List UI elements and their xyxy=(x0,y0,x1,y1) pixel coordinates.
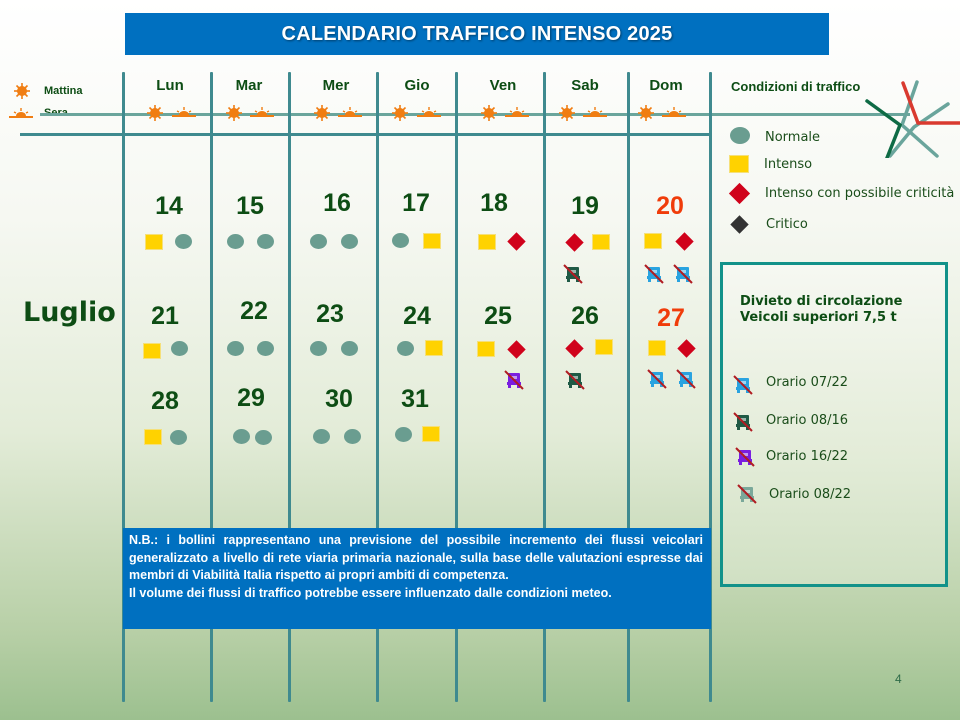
conditions-legend-title: Condizioni di traffico xyxy=(731,79,861,94)
intense-square-icon xyxy=(144,429,162,445)
day-number: 16 xyxy=(323,189,351,217)
intense-square-icon xyxy=(478,234,496,250)
day-number: 17 xyxy=(402,189,430,217)
intense-square-icon xyxy=(644,233,662,249)
normal-circle-icon xyxy=(730,127,750,144)
intense-square-icon xyxy=(595,339,613,355)
normal-circle-icon xyxy=(397,341,414,356)
truck-ban-1622-icon xyxy=(735,447,755,467)
truck-ban-0816-icon xyxy=(565,370,585,390)
intense-square-icon xyxy=(729,155,749,173)
truck-ban-0722-icon xyxy=(647,369,667,389)
intense-critical-diamond-icon xyxy=(565,339,583,357)
sunset-evening-icon xyxy=(504,102,530,120)
intense-square-icon xyxy=(422,426,440,442)
weekday-header-gio: Gio xyxy=(404,77,430,94)
sun-morning-icon xyxy=(309,104,335,122)
normal-circle-icon xyxy=(170,430,187,445)
weekday-header-mar: Mar xyxy=(235,77,263,94)
sun-morning-icon xyxy=(387,104,413,122)
ban-title-line1: Divieto di circolazione xyxy=(740,294,903,309)
intense-square-icon xyxy=(477,341,495,357)
intense-critical-diamond-icon xyxy=(677,339,695,357)
weekday-header-sab: Sab xyxy=(571,77,599,94)
day-number: 15 xyxy=(236,192,264,220)
ban-label-0816: Orario 08/16 xyxy=(766,413,849,428)
sunset-evening-icon xyxy=(8,103,34,121)
truck-ban-0816-icon xyxy=(563,264,583,284)
normal-circle-icon xyxy=(233,429,250,444)
sunset-evening-icon xyxy=(337,102,363,120)
day-number: 25 xyxy=(484,302,512,330)
normal-circle-icon xyxy=(310,234,327,249)
normal-circle-icon xyxy=(313,429,330,444)
intense-critical-diamond-icon xyxy=(507,340,525,358)
normal-circle-icon xyxy=(310,341,327,356)
normal-circle-icon xyxy=(341,341,358,356)
truck-ban-0722-icon xyxy=(733,375,753,395)
day-number: 14 xyxy=(155,192,183,220)
critical-diamond-icon xyxy=(730,215,748,233)
ban-label-0822: Orario 08/22 xyxy=(769,487,852,502)
sun-morning-icon xyxy=(554,104,580,122)
normal-circle-icon xyxy=(344,429,361,444)
ban-title-line2: Veicoli superiori 7,5 t xyxy=(740,310,897,325)
day-number: 24 xyxy=(403,302,431,330)
intense-critical-diamond-icon xyxy=(565,233,583,251)
ban-label-0722: Orario 07/22 xyxy=(766,375,849,390)
day-number: 31 xyxy=(401,385,429,413)
intense-square-icon xyxy=(425,340,443,356)
sun-morning-icon xyxy=(633,104,659,122)
morning-label: Mattina xyxy=(44,85,83,97)
sunset-evening-icon xyxy=(171,102,197,120)
normal-circle-icon xyxy=(175,234,192,249)
sun-morning-icon xyxy=(9,82,35,100)
day-number: 26 xyxy=(571,302,599,330)
intense-square-icon xyxy=(592,234,610,250)
day-number: 19 xyxy=(571,192,599,220)
normal-circle-icon xyxy=(171,341,188,356)
intense-square-icon xyxy=(423,233,441,249)
truck-ban-1622-icon xyxy=(504,370,524,390)
sunset-evening-icon xyxy=(582,102,608,120)
note-paragraph-1: N.B.: i bollini rappresentano una previsione del possibile incremento dei flussi veicolari generalizzato a livello di rete viaria primaria nazionale, sulla base delle valutazioni espresse dai membri di Viabilità Italia rispetto ai propri ambiti di competenza. xyxy=(129,533,703,582)
day-number: 28 xyxy=(151,387,179,415)
day-number: 18 xyxy=(480,189,508,217)
truck-ban-0722-icon xyxy=(673,264,693,284)
month-label: Luglio xyxy=(23,297,116,328)
truck-ban-0822-icon xyxy=(737,484,757,504)
normal-circle-icon xyxy=(395,427,412,442)
intense-critical-diamond-icon xyxy=(675,232,693,250)
day-number: 29 xyxy=(237,384,265,412)
page-title: CALENDARIO TRAFFICO INTENSO 2025 xyxy=(125,13,829,55)
legend-label-critico: Critico xyxy=(766,217,808,232)
normal-circle-icon xyxy=(341,234,358,249)
normal-circle-icon xyxy=(257,341,274,356)
sun-morning-icon xyxy=(476,104,502,122)
legend-label-intenso-criticita: Intenso con possibile criticità xyxy=(765,186,955,201)
truck-ban-0722-icon xyxy=(644,264,664,284)
weekday-header-mer: Mer xyxy=(322,77,350,94)
intense-critical-diamond-icon xyxy=(507,232,525,250)
disclaimer-note xyxy=(123,528,711,629)
day-number: 30 xyxy=(325,385,353,413)
day-number-holiday: 27 xyxy=(657,304,685,332)
sun-morning-icon xyxy=(142,104,168,122)
sunset-evening-icon xyxy=(416,102,442,120)
intense-square-icon xyxy=(143,343,161,359)
weekday-header-ven: Ven xyxy=(489,77,517,94)
ban-label-1622: Orario 16/22 xyxy=(766,449,849,464)
truck-ban-0816-icon xyxy=(733,412,753,432)
normal-circle-icon xyxy=(227,234,244,249)
day-number: 23 xyxy=(316,300,344,328)
sunset-evening-icon xyxy=(661,102,687,120)
intense-square-icon xyxy=(145,234,163,250)
intense-critical-diamond-icon xyxy=(729,183,750,204)
day-number-holiday: 20 xyxy=(656,192,684,220)
normal-circle-icon xyxy=(257,234,274,249)
page-number: 4 xyxy=(895,672,902,686)
normal-circle-icon xyxy=(227,341,244,356)
normal-circle-icon xyxy=(255,430,272,445)
star-logo-icon xyxy=(855,78,960,158)
weekday-header-lun: Lun xyxy=(156,77,184,94)
sunset-evening-icon xyxy=(249,102,275,120)
sun-morning-icon xyxy=(221,104,247,122)
intense-square-icon xyxy=(648,340,666,356)
ban-legend-title xyxy=(740,294,902,326)
truck-ban-0722-icon xyxy=(676,369,696,389)
day-number: 21 xyxy=(151,302,179,330)
legend-label-normale: Normale xyxy=(765,130,821,145)
note-paragraph-2: Il volume dei flussi di traffico potrebbe essere influenzato dalle condizioni meteo. xyxy=(129,585,612,600)
weekday-header-dom: Dom xyxy=(649,77,683,94)
day-number: 22 xyxy=(240,297,268,325)
legend-label-intenso: Intenso xyxy=(764,157,813,172)
normal-circle-icon xyxy=(392,233,409,248)
